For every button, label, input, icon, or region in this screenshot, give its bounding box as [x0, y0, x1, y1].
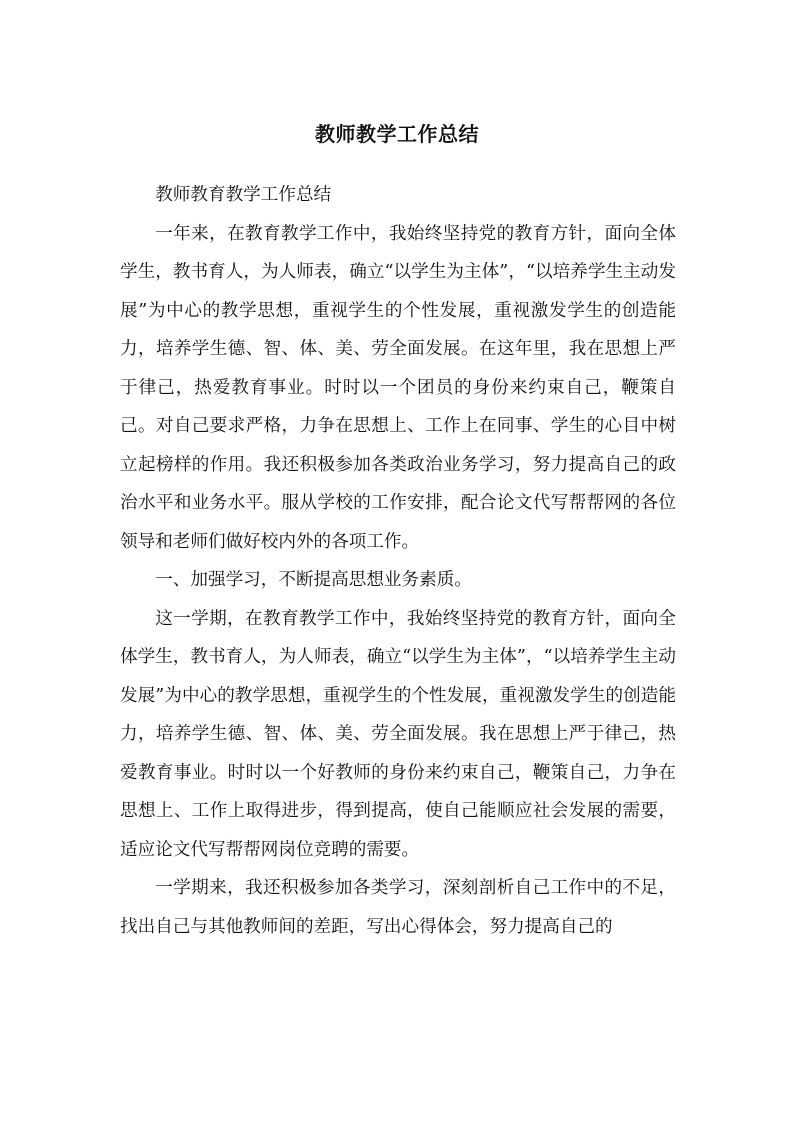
paragraph-intro: 一年来，在教育教学工作中，我始终坚持党的教育方针，面向全体学生，教书育人，为人师表，确立“以学生为主体”，“以培养学生主动发展”为中心的教学思想，重视学生的个性发展，重视激发学生的创造能力，培养学生德、智、体、美、劳全面发展。在这年里，我在思想上严于律己，热爱教育事业。时时以一个团员的身份来约束自己，鞭策自己。对自己要求严格，力争在思想上、工作上在同事、学生的心目中树立起榜样的作用。我还积极参加各类政治业务学习，努力提高自己的政治水平和业务水平。服从学校的工作安排，配合论文代写帮帮网的各位领导和老师们做好校内外的各项工作。	[120, 223, 676, 552]
paragraph-semester: 这一学期，在教育教学工作中，我始终坚持党的教育方针，面向全体学生，教书育人，为人师表，确立“以学生为主体”，“以培养学生主动发展”为中心的教学思想，重视学生的个性发展，重视激发学生的创造能力，培养学生德、智、体、美、劳全面发展。我在思想上严于律己，热爱教育事业。时时以一个好教师的身份来约束自己，鞭策自己，力争在思想上、工作上取得进步，得到提高，使自己能顺应社会发展的需要，适应论文代写帮帮网岗位竞聘的需要。	[120, 608, 676, 860]
document-body	[120, 176, 676, 946]
section-heading: 一、加强学习，不断提高思想业务素质。	[155, 570, 472, 590]
document-title: 教师教学工作总结	[315, 122, 479, 146]
document-subtitle: 教师教育教学工作总结	[155, 185, 332, 205]
paragraph-study: 一学期来，我还积极参加各类学习，深刻剖析自己工作中的不足，找出自己与其他教师间的差距，写出心得体会，努力提高自己的	[120, 878, 676, 937]
